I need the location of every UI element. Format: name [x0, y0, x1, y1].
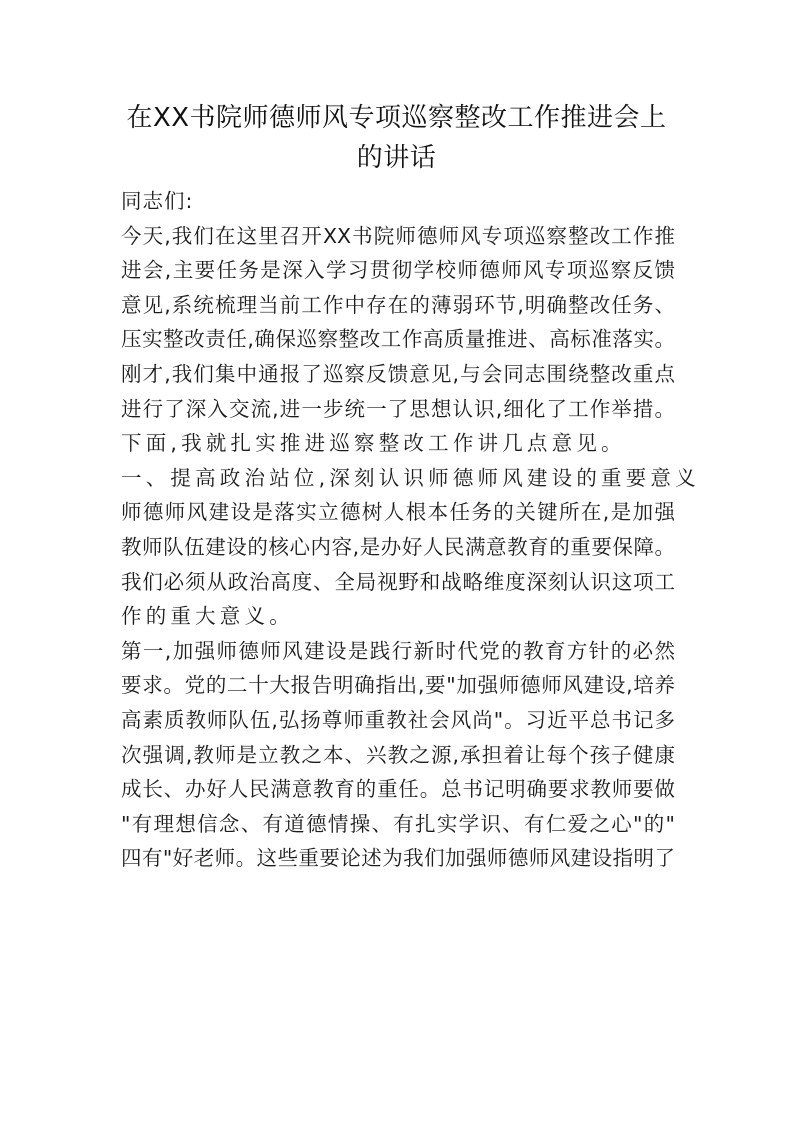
intro-paragraph-line: 意见,系统梳理当前工作中存在的薄弱环节,明确整改任务、: [121, 292, 675, 317]
paragraph-2-line: 成长、办好人民满意教育的重任。总书记明确要求教师要做: [121, 777, 675, 802]
paragraph-1-line: 作的重大意义。: [121, 604, 294, 629]
paragraph-2-line: 四有"好老师。这些重要论述为我们加强师德师风建设指明了: [121, 846, 675, 871]
paragraph-1-line: 教师队伍建设的核心内容,是办好人民满意教育的重要保障。: [121, 534, 675, 559]
paragraph-2-line: 要求。党的二十大报告明确指出,要"加强师德师风建设,培养: [121, 673, 675, 698]
paragraph-2-line: 高素质教师队伍,弘扬尊师重教社会风尚"。习近平总书记多: [121, 707, 675, 732]
paragraph-1-line: 我们必须从政治高度、全局视野和战略维度深刻认识这项工: [121, 569, 675, 594]
title-line-2: 的讲话: [356, 143, 437, 173]
section-heading-1: 一、提高政治站位,深刻认识师德师风建设的重要意义: [121, 465, 700, 490]
intro-paragraph-line: 压实整改责任,确保巡察整改工作高质量推进、高标准落实。: [121, 327, 675, 352]
intro-paragraph-line: 下面,我就扎实推进巡察整改工作讲几点意见。: [121, 431, 626, 456]
document-body: [121, 184, 700, 876]
paragraph-2-line: 第一,加强师德师风建设是践行新时代党的教育方针的必然: [121, 638, 675, 663]
paragraph-2-line: 次强调,教师是立教之本、兴教之源,承担着让每个孩子健康: [121, 742, 675, 767]
intro-paragraph-line: 今天,我们在这里召开XX书院师德师风专项巡察整改工作推: [121, 223, 675, 248]
paragraph-1-line: 师德师风建设是落实立德树人根本任务的关键所在,是加强: [121, 500, 675, 525]
title-line-1: 在XX书院师德师风专项巡察整改工作推进会上: [126, 103, 667, 133]
greeting-line: 同志们:: [121, 189, 194, 213]
paragraph-2-line: "有理想信念、有道德情操、有扎实学识、有仁爱之心"的": [121, 811, 675, 836]
intro-paragraph-line: 刚才,我们集中通报了巡察反馈意见,与会同志围绕整改重点: [121, 361, 675, 386]
intro-paragraph-line: 进会,主要任务是深入学习贯彻学校师德师风专项巡察反馈: [121, 258, 675, 283]
document-title: [100, 98, 693, 178]
intro-paragraph-line: 进行了深入交流,进一步统一了思想认识,细化了工作举措。: [121, 396, 675, 421]
